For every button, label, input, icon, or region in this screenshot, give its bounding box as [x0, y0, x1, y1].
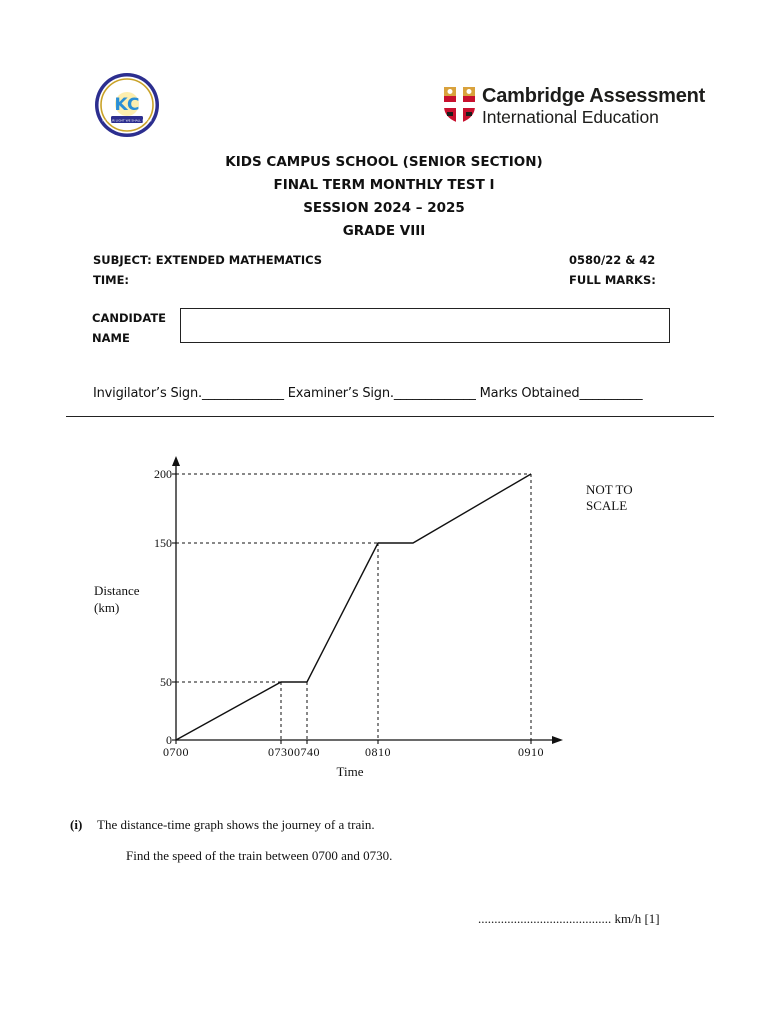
y-axis-unit: (km): [94, 600, 120, 615]
time-label: TIME:: [93, 273, 130, 287]
y-axis-arrow-icon: [172, 456, 180, 466]
cambridge-line1: Cambridge Assessment: [482, 85, 706, 107]
school-logo-text: KC: [114, 95, 140, 115]
signatures-line: Invigilator’s Sign._____________ Examiner’s Sign._____________ Marks Obtained__________: [93, 386, 643, 401]
cambridge-shield-icon: [443, 86, 476, 124]
grade-title: GRADE VIII: [342, 223, 426, 239]
x-tick-label: 0810: [365, 745, 391, 759]
full-marks-label: FULL MARKS:: [569, 273, 656, 287]
labels: [94, 467, 633, 779]
candidate-name-label: [92, 308, 182, 348]
journey-line: [176, 474, 531, 740]
y-tick-label: 200: [154, 467, 172, 481]
answer-line[interactable]: ......................................... km/h [1]: [478, 911, 660, 926]
x-axis-title: Time: [336, 764, 364, 779]
axes: [172, 456, 563, 744]
session-title: SESSION 2024 – 2025: [303, 200, 465, 216]
candidate-name-field[interactable]: [180, 308, 670, 343]
dashed-guides: [176, 474, 531, 740]
divider: [66, 416, 714, 417]
school-logo: [94, 72, 160, 138]
x-tick-label: 0910: [518, 745, 544, 759]
x-tick-label: 0740: [294, 745, 320, 759]
x-tick-label: 0700: [163, 745, 189, 759]
cambridge-line2: International Education: [482, 107, 659, 127]
candidate-label-line2: NAME: [92, 331, 130, 345]
x-axis-arrow-icon: [552, 736, 563, 744]
paper-code: 0580/22 & 42: [569, 253, 656, 267]
question-number: (i): [70, 817, 83, 832]
question-text-1: The distance-time graph shows the journey of a train.: [97, 817, 375, 832]
school-logo-motto: IN YOUR LIGHT WE SHALL GROW: [102, 118, 152, 123]
y-tick-label: 0: [166, 733, 172, 747]
subject-label: SUBJECT: EXTENDED MATHEMATICS: [93, 253, 323, 267]
y-axis-title: Distance: [94, 583, 140, 598]
x-tick-label: 0730: [268, 745, 294, 759]
y-tick-label: 150: [154, 536, 172, 550]
y-tick-label: 50: [160, 675, 172, 689]
candidate-label-line1: CANDIDATE: [92, 311, 167, 325]
test-title: FINAL TERM MONTHLY TEST I: [273, 177, 495, 193]
series: [176, 474, 531, 740]
question-text-2: Find the speed of the train between 0700 and 0730.: [126, 848, 393, 863]
school-title: KIDS CAMPUS SCHOOL (SENIOR SECTION): [225, 154, 543, 170]
note-scale: SCALE: [586, 498, 628, 513]
distance-time-graph: [0, 450, 768, 790]
note-not-to: NOT TO: [586, 482, 633, 497]
cambridge-wordmark: [482, 86, 705, 128]
